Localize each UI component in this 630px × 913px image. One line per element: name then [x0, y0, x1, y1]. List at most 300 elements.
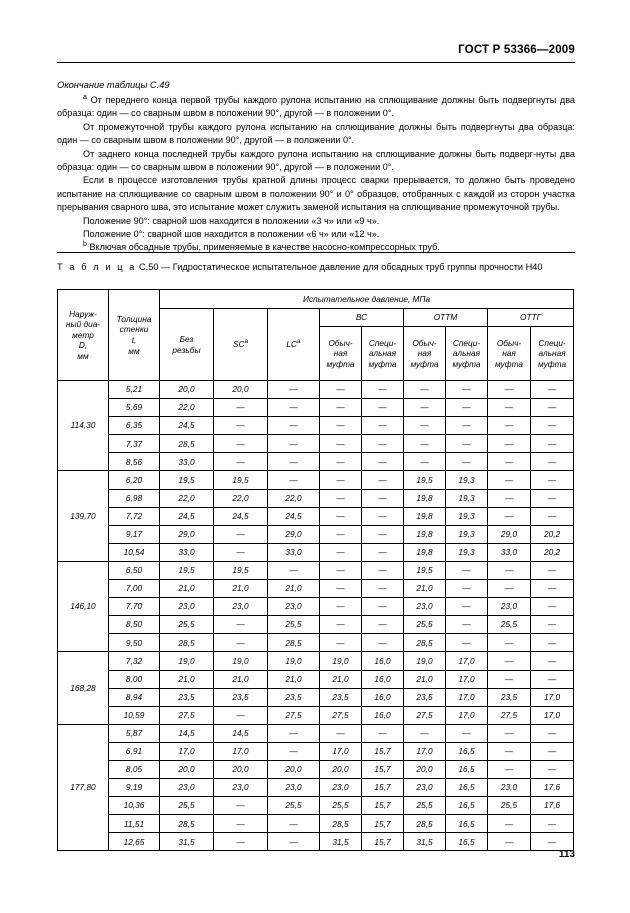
cell-ottg-regular: —: [488, 580, 531, 598]
cell-ottm-regular: 23,0: [404, 779, 446, 797]
cell-lc: 25,5: [268, 616, 320, 634]
cell-ottm-special: 19,3: [446, 543, 488, 561]
cell-no-thread: 23,0: [160, 779, 214, 797]
header-divider-rule: [57, 62, 575, 63]
cell-ottg-regular: —: [488, 399, 531, 417]
cell-wall-thickness: 8,00: [109, 670, 160, 688]
footnote-marker-b: b: [83, 241, 87, 249]
cell-lc: —: [268, 471, 320, 489]
cell-bc-regular: 21,0: [320, 670, 362, 688]
table-row: [58, 417, 574, 435]
cell-wall-thickness: 8,05: [109, 760, 160, 778]
table-row: [58, 507, 574, 525]
footnote-paragraph-2-text: От промежуточной трубы каждого рулона испытанию на сплющивание должны быть подвергнуты два образца: один — со сварным швом в положении 90°, другой — в положении 0°.: [57, 121, 575, 146]
footnote-position-90: [57, 215, 575, 228]
cell-sc: 19,5: [214, 561, 268, 579]
cell-ottg-regular: —: [488, 742, 531, 760]
cell-wall-thickness: 12,65: [109, 833, 160, 851]
cell-ottg-special: 17,0: [531, 706, 574, 724]
col-header-ottm-special-coupling: Специ- альная муфта: [446, 327, 488, 381]
cell-ottm-regular: 25,5: [404, 797, 446, 815]
cell-ottg-special: —: [531, 489, 574, 507]
col-header-bc-special-coupling: Специ- альная муфта: [362, 327, 404, 381]
table-row: [58, 670, 574, 688]
cell-wall-thickness: 10,36: [109, 797, 160, 815]
footnote-ref-a: a: [244, 338, 249, 346]
cell-ottm-special: 17,0: [446, 652, 488, 670]
cell-ottg-special: —: [531, 598, 574, 616]
cell-sc: 23,0: [214, 779, 268, 797]
cell-lc: —: [268, 417, 320, 435]
cell-sc: 17,0: [214, 742, 268, 760]
cell-bc-regular: —: [320, 634, 362, 652]
table-row: [58, 742, 574, 760]
table-row: [58, 489, 574, 507]
cell-ottm-special: —: [446, 724, 488, 742]
table-row: [58, 580, 574, 598]
cell-ottm-special: 19,3: [446, 507, 488, 525]
table-row: [58, 724, 574, 742]
cell-ottg-special: —: [531, 760, 574, 778]
footnote-b-text: Включая обсадные трубы, применяемые в качестве насосно-компрессорных труб.: [89, 242, 440, 253]
cell-bc-special: —: [362, 453, 404, 471]
cell-ottg-regular: —: [488, 453, 531, 471]
cell-bc-regular: 19,0: [320, 652, 362, 670]
cell-ottg-regular: 23,0: [488, 598, 531, 616]
cell-bc-special: —: [362, 543, 404, 561]
cell-ottm-regular: 23,0: [404, 598, 446, 616]
cell-bc-special: —: [362, 381, 404, 399]
table-continuation-caption: Окончание таблицы С.49: [57, 80, 170, 90]
cell-wall-thickness: 6,35: [109, 417, 160, 435]
table-row: [58, 634, 574, 652]
cell-bc-regular: 20,0: [320, 760, 362, 778]
cell-ottg-special: —: [531, 616, 574, 634]
cell-bc-regular: —: [320, 453, 362, 471]
cell-sc: 24,5: [214, 507, 268, 525]
cell-bc-special: 15,7: [362, 815, 404, 833]
cell-ottg-special: —: [531, 580, 574, 598]
cell-no-thread: 31,5: [160, 833, 214, 851]
col-header-no-thread: Без резьбы: [160, 309, 214, 381]
cell-ottm-regular: 19,8: [404, 489, 446, 507]
cell-ottg-special: —: [531, 399, 574, 417]
cell-ottm-regular: —: [404, 417, 446, 435]
col-header-ottg-regular-coupling: Обыч- ная муфта: [488, 327, 531, 381]
cell-ottg-regular: —: [488, 507, 531, 525]
cell-ottm-special: 16,5: [446, 742, 488, 760]
cell-ottg-regular: —: [488, 652, 531, 670]
cell-no-thread: 21,0: [160, 580, 214, 598]
cell-no-thread: 19,5: [160, 561, 214, 579]
cell-bc-regular: —: [320, 471, 362, 489]
cell-ottm-special: —: [446, 616, 488, 634]
cell-bc-special: —: [362, 580, 404, 598]
cell-lc: 23,0: [268, 779, 320, 797]
cell-wall-thickness: 7,32: [109, 652, 160, 670]
cell-outer-diameter: 114,30: [58, 381, 109, 471]
cell-ottg-special: 20,2: [531, 543, 574, 561]
cell-ottg-regular: —: [488, 670, 531, 688]
cell-no-thread: 24,5: [160, 417, 214, 435]
cell-lc: 29,0: [268, 525, 320, 543]
cell-ottm-regular: 19,5: [404, 471, 446, 489]
cell-wall-thickness: 8,94: [109, 688, 160, 706]
cell-ottm-regular: 19,8: [404, 543, 446, 561]
cell-ottm-regular: —: [404, 453, 446, 471]
cell-ottg-regular: —: [488, 724, 531, 742]
cell-sc: —: [214, 616, 268, 634]
cell-outer-diameter: 177,80: [58, 724, 109, 851]
cell-no-thread: 17,0: [160, 742, 214, 760]
cell-bc-special: 15,7: [362, 797, 404, 815]
cell-sc: 19,5: [214, 471, 268, 489]
cell-ottg-special: 17,0: [531, 688, 574, 706]
table-header: [58, 290, 574, 381]
cell-lc: —: [268, 815, 320, 833]
cell-lc: —: [268, 833, 320, 851]
cell-wall-thickness: 7,00: [109, 580, 160, 598]
cell-ottg-regular: —: [488, 489, 531, 507]
cell-ottm-regular: —: [404, 435, 446, 453]
cell-bc-regular: 25,5: [320, 797, 362, 815]
cell-wall-thickness: 5,69: [109, 399, 160, 417]
footnote-paragraph-4: [57, 174, 575, 214]
cell-ottm-special: —: [446, 417, 488, 435]
cell-ottm-regular: 31,5: [404, 833, 446, 851]
cell-bc-special: 16,0: [362, 688, 404, 706]
table-row: [58, 561, 574, 579]
cell-bc-regular: 28,5: [320, 815, 362, 833]
table-caption-text: Гидростатическое испытательное давление для обсадных труб группы прочности Н40: [172, 262, 543, 272]
cell-bc-regular: —: [320, 507, 362, 525]
footnote-ref-a: a: [297, 338, 301, 346]
cell-ottg-special: —: [531, 453, 574, 471]
footnote-a-text: От переднего конца первой трубы каждого рулона испытанию на сплющивание должны быть подвергнуты два образца: один — со сварным швом в положении 90°, другой — в положении 0°.: [57, 95, 575, 119]
cell-ottg-special: —: [531, 435, 574, 453]
cell-bc-regular: —: [320, 489, 362, 507]
col-header-group-ottg: ОТТГ: [488, 309, 574, 327]
cell-sc: —: [214, 417, 268, 435]
cell-wall-thickness: 5,21: [109, 381, 160, 399]
cell-lc: —: [268, 435, 320, 453]
cell-sc: 23,0: [214, 598, 268, 616]
cell-ottg-regular: 23,5: [488, 688, 531, 706]
cell-no-thread: 33,0: [160, 453, 214, 471]
col-header-wall-thickness: Толщина стенки t, мм: [109, 290, 160, 381]
cell-wall-thickness: 6,98: [109, 489, 160, 507]
table-row: [58, 471, 574, 489]
table-row: [58, 399, 574, 417]
cell-lc: 21,0: [268, 580, 320, 598]
cell-ottg-special: —: [531, 652, 574, 670]
cell-no-thread: 20,0: [160, 760, 214, 778]
cell-ottm-special: —: [446, 453, 488, 471]
cell-wall-thickness: 5,87: [109, 724, 160, 742]
cell-ottm-special: 16,5: [446, 779, 488, 797]
cell-bc-special: 15,7: [362, 833, 404, 851]
cell-bc-regular: 31,5: [320, 833, 362, 851]
cell-ottm-regular: 19,0: [404, 652, 446, 670]
cell-ottg-special: —: [531, 742, 574, 760]
cell-wall-thickness: 10,59: [109, 706, 160, 724]
cell-bc-special: —: [362, 634, 404, 652]
cell-wall-thickness: 9,17: [109, 525, 160, 543]
cell-no-thread: 28,5: [160, 435, 214, 453]
cell-lc: 19,0: [268, 652, 320, 670]
cell-no-thread: 29,0: [160, 525, 214, 543]
cell-no-thread: 25,5: [160, 616, 214, 634]
cell-lc: —: [268, 381, 320, 399]
cell-ottg-regular: —: [488, 833, 531, 851]
cell-wall-thickness: 10,54: [109, 543, 160, 561]
cell-lc: 24,5: [268, 507, 320, 525]
cell-ottg-regular: 23,0: [488, 779, 531, 797]
footnote-paragraph-4-text: Если в процессе изготовления трубы кратной длины процесс сварки прерывается, то должно быть проведено испытание на сплющивание со сварным швом в положении 90° и 0° образцов, отобранных с каждой из сторон участка прерывания сварного шва, это испытание может служить заменой испытания на сплющивание промежуточной трубы.: [57, 175, 575, 213]
cell-ottg-special: —: [531, 670, 574, 688]
cell-ottg-special: 20,2: [531, 525, 574, 543]
cell-ottg-special: —: [531, 833, 574, 851]
hydrostatic-test-pressure-table: [57, 289, 574, 851]
cell-wall-thickness: 7,37: [109, 435, 160, 453]
cell-bc-special: —: [362, 724, 404, 742]
cell-bc-regular: —: [320, 381, 362, 399]
table-row: [58, 525, 574, 543]
cell-lc: 20,0: [268, 760, 320, 778]
col-header-bc-regular-coupling: Обыч- ная муфта: [320, 327, 362, 381]
cell-bc-special: —: [362, 471, 404, 489]
cell-bc-regular: —: [320, 399, 362, 417]
cell-sc: 21,0: [214, 580, 268, 598]
cell-sc: 22,0: [214, 489, 268, 507]
cell-ottm-regular: —: [404, 399, 446, 417]
cell-lc: —: [268, 399, 320, 417]
cell-ottg-special: —: [531, 507, 574, 525]
cell-ottg-special: —: [531, 815, 574, 833]
col-header-ottg-special-coupling: Специ- альная муфта: [531, 327, 574, 381]
table-caption-label: Т а б л и ц а: [57, 262, 137, 272]
footnote-position-0-text: Положение 0°: сварной шов находится в положении «6 ч» или «12 ч».: [83, 229, 380, 240]
cell-outer-diameter: 146,10: [58, 561, 109, 651]
cell-bc-regular: 17,0: [320, 742, 362, 760]
cell-no-thread: 23,5: [160, 688, 214, 706]
cell-bc-regular: —: [320, 616, 362, 634]
cell-ottm-regular: 28,5: [404, 815, 446, 833]
col-header-test-pressure: Испытательное давление, МПа: [160, 290, 574, 309]
cell-no-thread: 19,5: [160, 471, 214, 489]
cell-ottm-special: 16,5: [446, 833, 488, 851]
cell-bc-regular: —: [320, 435, 362, 453]
cell-bc-special: 16,0: [362, 670, 404, 688]
cell-outer-diameter: 168,28: [58, 652, 109, 724]
cell-ottg-regular: 29,0: [488, 525, 531, 543]
cell-lc: 33,0: [268, 543, 320, 561]
cell-ottm-special: —: [446, 580, 488, 598]
table-header-row-1: [58, 290, 574, 309]
cell-wall-thickness: 7,72: [109, 507, 160, 525]
cell-ottm-regular: 17,0: [404, 742, 446, 760]
cell-wall-thickness: 6,20: [109, 471, 160, 489]
cell-sc: 14,5: [214, 724, 268, 742]
cell-no-thread: 20,0: [160, 381, 214, 399]
cell-bc-regular: 23,5: [320, 688, 362, 706]
cell-ottg-special: 17,6: [531, 797, 574, 815]
page-number: 113: [558, 849, 575, 860]
table-row: [58, 797, 574, 815]
cell-ottg-special: —: [531, 724, 574, 742]
col-header-group-bc: ВС: [320, 309, 404, 327]
table-row: [58, 435, 574, 453]
cell-ottm-regular: 19,5: [404, 561, 446, 579]
cell-sc: —: [214, 453, 268, 471]
cell-ottm-special: —: [446, 435, 488, 453]
cell-sc: —: [214, 399, 268, 417]
hydrostatic-test-pressure-table-wrapper: [57, 289, 573, 851]
footnotes-block: [57, 94, 575, 255]
cell-lc: —: [268, 742, 320, 760]
cell-ottg-regular: 33,0: [488, 543, 531, 561]
cell-ottm-special: 16,5: [446, 760, 488, 778]
cell-bc-special: —: [362, 399, 404, 417]
cell-ottg-special: —: [531, 634, 574, 652]
cell-sc: —: [214, 634, 268, 652]
cell-sc: —: [214, 543, 268, 561]
table-row: [58, 381, 574, 399]
cell-lc: 21,0: [268, 670, 320, 688]
cell-ottm-regular: 28,5: [404, 634, 446, 652]
cell-ottm-regular: 19,8: [404, 525, 446, 543]
cell-ottg-special: 17,6: [531, 779, 574, 797]
cell-ottm-regular: 23,5: [404, 688, 446, 706]
cell-wall-thickness: 9,50: [109, 634, 160, 652]
cell-bc-special: —: [362, 507, 404, 525]
cell-ottg-regular: 25,5: [488, 797, 531, 815]
cell-bc-special: 15,7: [362, 742, 404, 760]
col-header-lc: $LC^a$: [268, 309, 320, 381]
col-header-sc: $SC^a$: [214, 309, 268, 381]
cell-ottg-regular: —: [488, 634, 531, 652]
table-row: [58, 688, 574, 706]
cell-bc-regular: —: [320, 598, 362, 616]
cell-wall-thickness: 8,50: [109, 616, 160, 634]
cell-lc: —: [268, 724, 320, 742]
footnote-position-0: [57, 228, 575, 241]
cell-ottm-special: 17,0: [446, 670, 488, 688]
cell-lc: 22,0: [268, 489, 320, 507]
cell-ottg-regular: —: [488, 815, 531, 833]
footnote-paragraph-2: [57, 121, 575, 148]
cell-bc-regular: —: [320, 543, 362, 561]
col-header-ottm-regular-coupling: Обыч- ная муфта: [404, 327, 446, 381]
cell-sc: —: [214, 435, 268, 453]
cell-wall-thickness: 11,51: [109, 815, 160, 833]
cell-sc: —: [214, 525, 268, 543]
cell-ottg-regular: —: [488, 381, 531, 399]
cell-wall-thickness: 7,70: [109, 598, 160, 616]
cell-ottm-special: 17,0: [446, 688, 488, 706]
notes-divider-rule: [57, 252, 575, 253]
table-caption-number: С.50: [139, 262, 159, 272]
cell-bc-special: —: [362, 616, 404, 634]
cell-bc-regular: 23,0: [320, 779, 362, 797]
cell-bc-special: —: [362, 489, 404, 507]
cell-sc: 21,0: [214, 670, 268, 688]
cell-no-thread: 21,0: [160, 670, 214, 688]
table-row: [58, 616, 574, 634]
footnote-position-90-text: Положение 90°: сварной шов находится в положении «3 ч» или «9 ч».: [83, 215, 380, 226]
cell-ottm-special: 19,3: [446, 471, 488, 489]
cell-ottm-special: —: [446, 634, 488, 652]
cell-ottg-special: —: [531, 417, 574, 435]
cell-no-thread: 24,5: [160, 507, 214, 525]
table-row: [58, 760, 574, 778]
table-row: [58, 543, 574, 561]
footnote-paragraph-3-text: От заднего конца последней трубы каждого рулона испытанию на сплющивание должны быть подверг-нуты два образца: один — со сварным швом в положении 90°, другой — в положении 0°.: [57, 148, 575, 173]
table-caption-dash: —: [161, 262, 171, 272]
cell-no-thread: 23,0: [160, 598, 214, 616]
cell-ottm-regular: 20,0: [404, 760, 446, 778]
cell-lc: 25,5: [268, 797, 320, 815]
cell-ottg-special: —: [531, 561, 574, 579]
cell-ottm-regular: —: [404, 381, 446, 399]
cell-no-thread: 27,5: [160, 706, 214, 724]
cell-ottg-special: —: [531, 471, 574, 489]
cell-sc: 20,0: [214, 760, 268, 778]
cell-ottm-special: 19,3: [446, 525, 488, 543]
cell-lc: 23,5: [268, 688, 320, 706]
cell-bc-special: 15,7: [362, 760, 404, 778]
cell-ottm-special: 16,5: [446, 797, 488, 815]
cell-wall-thickness: 6,91: [109, 742, 160, 760]
table-row: [58, 706, 574, 724]
cell-ottm-special: 16,5: [446, 815, 488, 833]
cell-lc: —: [268, 561, 320, 579]
cell-ottm-special: —: [446, 381, 488, 399]
table-body: [58, 381, 574, 851]
cell-ottm-special: 17,0: [446, 706, 488, 724]
cell-bc-special: 15,7: [362, 779, 404, 797]
cell-bc-regular: —: [320, 561, 362, 579]
cell-ottg-regular: 25,5: [488, 616, 531, 634]
cell-ottg-special: —: [531, 381, 574, 399]
cell-wall-thickness: 6,50: [109, 561, 160, 579]
cell-ottm-special: —: [446, 598, 488, 616]
cell-lc: 27,5: [268, 706, 320, 724]
cell-no-thread: 28,5: [160, 815, 214, 833]
footnote-paragraph-3: [57, 148, 575, 175]
table-row: [58, 833, 574, 851]
cell-no-thread: 25,5: [160, 797, 214, 815]
table-row: [58, 815, 574, 833]
footnote-a: [57, 94, 575, 121]
cell-ottm-special: —: [446, 399, 488, 417]
cell-wall-thickness: 9,19: [109, 779, 160, 797]
cell-sc: —: [214, 833, 268, 851]
cell-no-thread: 22,0: [160, 399, 214, 417]
footnote-marker-a: a: [83, 93, 87, 101]
cell-no-thread: 19,0: [160, 652, 214, 670]
table-row: [58, 598, 574, 616]
col-header-group-ottm: ОТТМ: [404, 309, 488, 327]
table-row: [58, 779, 574, 797]
cell-ottm-regular: —: [404, 724, 446, 742]
cell-sc: —: [214, 815, 268, 833]
cell-bc-special: —: [362, 525, 404, 543]
cell-sc: 20,0: [214, 381, 268, 399]
table-row: [58, 453, 574, 471]
cell-ottg-regular: —: [488, 417, 531, 435]
cell-ottg-regular: —: [488, 435, 531, 453]
